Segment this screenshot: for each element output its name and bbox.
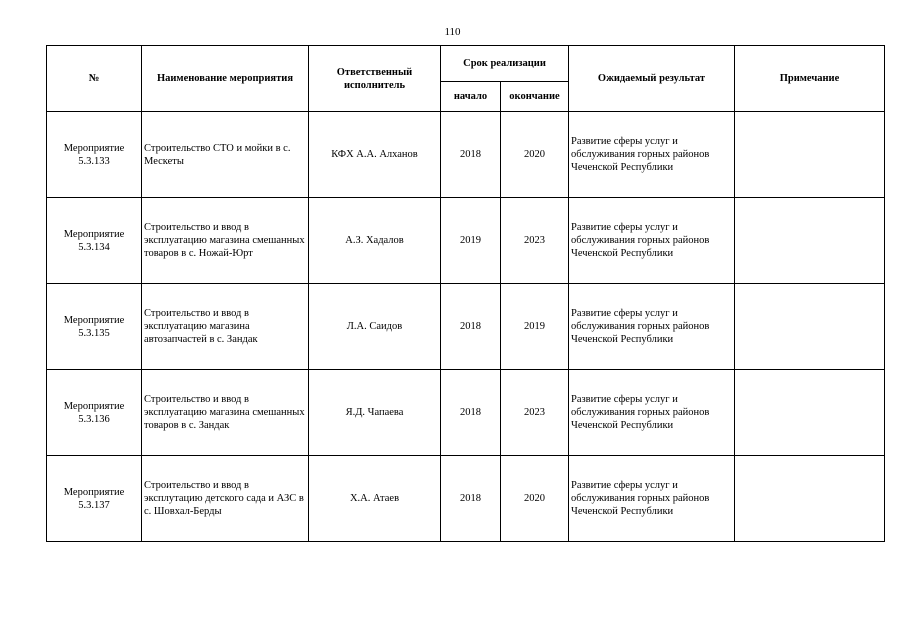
header-note: Примечание xyxy=(735,46,885,112)
activity-label: Мероприятие xyxy=(63,314,125,326)
table-row xyxy=(47,198,885,284)
activity-note xyxy=(735,370,885,456)
table-header-row xyxy=(47,46,885,82)
activity-result: Развитие сферы услуг и обслуживания горных районов Чеченской Республики xyxy=(569,198,735,284)
activity-start-year: 2018 xyxy=(441,370,501,456)
table-row xyxy=(47,112,885,198)
header-start: начало xyxy=(441,82,501,112)
activity-note xyxy=(735,456,885,542)
activity-number-cell xyxy=(47,370,142,456)
activity-note xyxy=(735,284,885,370)
activity-label: Мероприятие xyxy=(63,486,125,498)
activity-start-year: 2019 xyxy=(441,198,501,284)
header-num: № xyxy=(47,46,142,112)
activity-result: Развитие сферы услуг и обслуживания горных районов Чеченской Республики xyxy=(569,284,735,370)
activity-number-cell xyxy=(47,456,142,542)
activity-responsible: Х.А. Атаев xyxy=(309,456,441,542)
header-result: Ожидаемый результат xyxy=(569,46,735,112)
table-row xyxy=(47,370,885,456)
activity-responsible: Л.А. Саидов xyxy=(309,284,441,370)
activity-end-year: 2019 xyxy=(501,284,569,370)
activity-number-cell xyxy=(47,198,142,284)
activity-code: 5.3.135 xyxy=(78,327,110,339)
activity-name: Строительство и ввод в эксплутацию детского сада и АЗС в с. Шовхал-Берды xyxy=(142,456,309,542)
activity-number-cell xyxy=(47,112,142,198)
table-row xyxy=(47,284,885,370)
activity-end-year: 2020 xyxy=(501,112,569,198)
activity-result: Развитие сферы услуг и обслуживания горных районов Чеченской Республики xyxy=(569,370,735,456)
header-period: Срок реализации xyxy=(441,46,569,82)
activities-table xyxy=(46,45,885,542)
activity-label: Мероприятие xyxy=(63,142,125,154)
activity-label: Мероприятие xyxy=(63,400,125,412)
activity-name: Строительство СТО и мойки в с. Мескеты xyxy=(142,112,309,198)
activity-start-year: 2018 xyxy=(441,112,501,198)
activity-label: Мероприятие xyxy=(63,228,125,240)
activity-responsible: А.З. Хадалов xyxy=(309,198,441,284)
activity-result: Развитие сферы услуг и обслуживания горных районов Чеченской Республики xyxy=(569,112,735,198)
activity-number-cell xyxy=(47,284,142,370)
header-responsible: Ответственный исполнитель xyxy=(309,46,441,112)
activity-end-year: 2023 xyxy=(501,370,569,456)
activity-end-year: 2023 xyxy=(501,198,569,284)
header-name: Наименование мероприятия xyxy=(142,46,309,112)
activity-name: Строительство и ввод в эксплуатацию магазина смешанных товаров в с. Зандак xyxy=(142,370,309,456)
activity-code: 5.3.137 xyxy=(78,499,110,511)
page-number: 110 xyxy=(444,26,461,38)
table-row xyxy=(47,456,885,542)
activity-note xyxy=(735,198,885,284)
activity-start-year: 2018 xyxy=(441,456,501,542)
activity-responsible: КФХ А.А. Алханов xyxy=(309,112,441,198)
header-end: окончание xyxy=(501,82,569,112)
activity-responsible: Я.Д. Чапаева xyxy=(309,370,441,456)
activity-code: 5.3.133 xyxy=(78,155,110,167)
activity-note xyxy=(735,112,885,198)
activity-name: Строительство и ввод в эксплуатацию магазина смешанных товаров в с. Ножай-Юрт xyxy=(142,198,309,284)
activity-code: 5.3.134 xyxy=(78,241,110,253)
activity-start-year: 2018 xyxy=(441,284,501,370)
activity-name: Строительство и ввод в эксплуатацию магазина автозапчастей в с. Зандак xyxy=(142,284,309,370)
activity-result: Развитие сферы услуг и обслуживания горных районов Чеченской Республики xyxy=(569,456,735,542)
activity-code: 5.3.136 xyxy=(78,413,110,425)
activity-end-year: 2020 xyxy=(501,456,569,542)
